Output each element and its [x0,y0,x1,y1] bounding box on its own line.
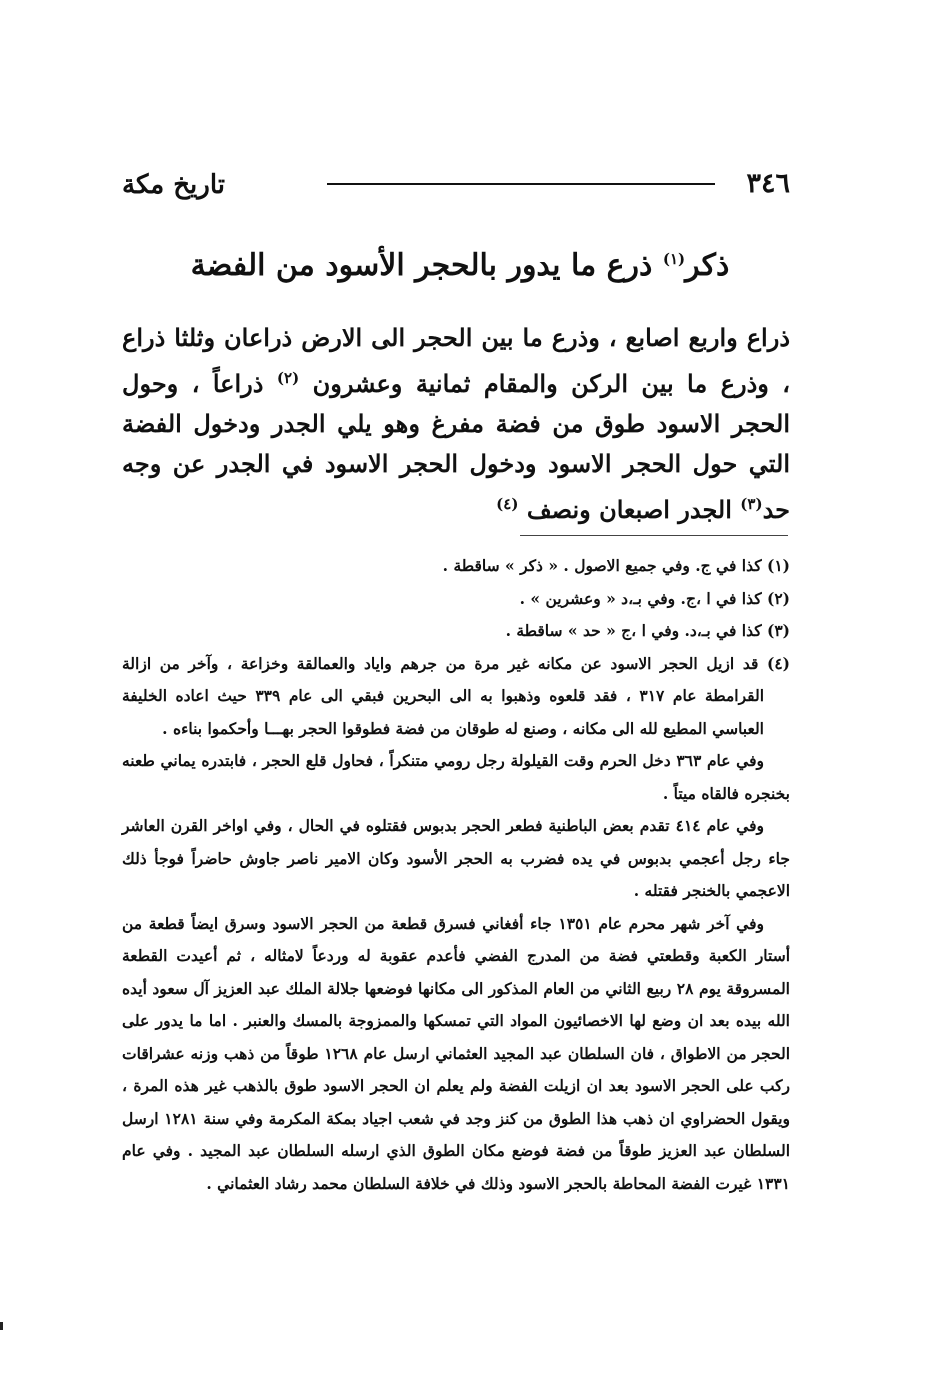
scan-mark [0,1322,3,1330]
running-title: تاريخ مكة [122,170,226,200]
footnote-paragraph: وفي عام ٤١٤ تقدم بعض الباطنية فطعر الحجر بدبوس فقتلوه في الحال ، وفي اواخر القرن العاشر جاء رجل أعجمي بدبوس في يده فضرب به الحجر الأسود وكان الامير ناصر جاوش حاضراً فوجأ ذلك الاعجمي بالخنجر فقتله . [122,816,790,900]
footnote-mark: (٣) [740,495,763,513]
heading-word: ذكر [685,248,730,283]
footnote-mark: (١) [662,250,686,268]
section-heading [160,248,760,283]
page-number: ٣٤٦ [746,168,790,199]
text-segment: ذراع واربع اصابع ، وذرع ما بين الحجر الى الارض ذراعان وثلثا ذراع ، وذرع ما بين الركن والمقام ثمانية وعشرون [122,323,791,398]
text-segment: ذراعاً ، وحول الحجر الاسود طوق من فضة مفرغ وهو يلي الجدر ودخول الفضة التي حول الحجر الاسود ودخول الحجر الاسود في الجدر عن وجه حد [122,369,791,524]
footnote-mark: (٤) [496,495,519,513]
footnote-paragraph: وفي آخر شهر محرم عام ١٣٥١ جاء أفغاني فسرق قطعة من الحجر الاسود وسرق ايضاً قطعة من أستار الكعبة وقطعتي فضة من المدرج الفضي فأعدم عقوبة له وردعاً لامثاله ، ثم أعيدت القطعة المسروقة يوم ٢٨ ربيع الثاني من العام المذكور الى مكانها فوضعها جلالة الملك عبد العزيز آل سعود أيده الله بيده بعد ان وضع لها الاخصائيون المواد التي تمسكها والممزوجة بالمسك والعنبر . اما ما يدور على الحجر من الاطواق ، فان السلطان عبد المجيد العثماني ارسل عام ١٢٦٨ طوقاً من ذهب وزنه عشراقات ركب على الحجر الاسود بعد ان ازيلت الفضة ولم يعلم ان الحجر الاسود طوق بالذهب غير هذه المرة ، ويقول الحضراوي ان ذهب هذا الطوق من كنز وجد في شعب اجياد بمكة المكرمة وفي سنة ١٢٨١ ارسل السلطان عبد العزيز طوقاً من فضة فوضع مكان الطوق الذي ارسله السلطان عبد المجيد . وفي عام ١٣٣١ غيرت الفضة المحاطة بالحجر الاسود وذلك في خلافة السلطان محمد رشاد العثماني . [122,913,791,1193]
footnote: (٢) كذا في ا ،ج. وفي بـ،د « وعشرين » . [519,588,790,608]
heading-text: ذرع ما يدور بالحجر الأسود من الفضة [190,248,653,283]
header-rule [327,183,715,185]
footnote: (٣) كذا في بـ،د. وفي ا ،ج « حد » ساقطة . [505,621,790,640]
footnote: (١) كذا في ج. وفي جميع الاصول . « ذكر » ساقطة . [442,556,790,575]
footnote: (٤) قد ازيل الحجر الاسود عن مكانه غير مرة من جرهم واياد والعمالقة وخزاعة ، وآخر من ازالة القرامطة عام ٣١٧ ، فقد قلعوه وذهبوا به الى البحرين فبقي الى عام ٣٣٩ حيث اعاده الخليفة العباسي المطيع لله الى مكانه ، وصنع له طوقان من فضة فطوقوا الحجر بهـــا وأحكموا بناءه . [122,653,790,738]
footnotes [122,550,790,1200]
footnote-mark: (٢) [276,369,300,387]
text-segment: الجدر اصبعان ونصف [526,495,732,524]
footnote-paragraph: وفي عام ٣٦٣ دخل الحرم وقت القيلولة رجل رومي متنكراً ، فحاول قلع الحجر ، فابتدره يماني طعنه بخنجره فالقاه ميتاً . [122,751,790,803]
main-text [122,318,790,530]
main-paragraph [122,318,790,530]
page-header [122,166,790,202]
footnote-divider [520,535,788,536]
